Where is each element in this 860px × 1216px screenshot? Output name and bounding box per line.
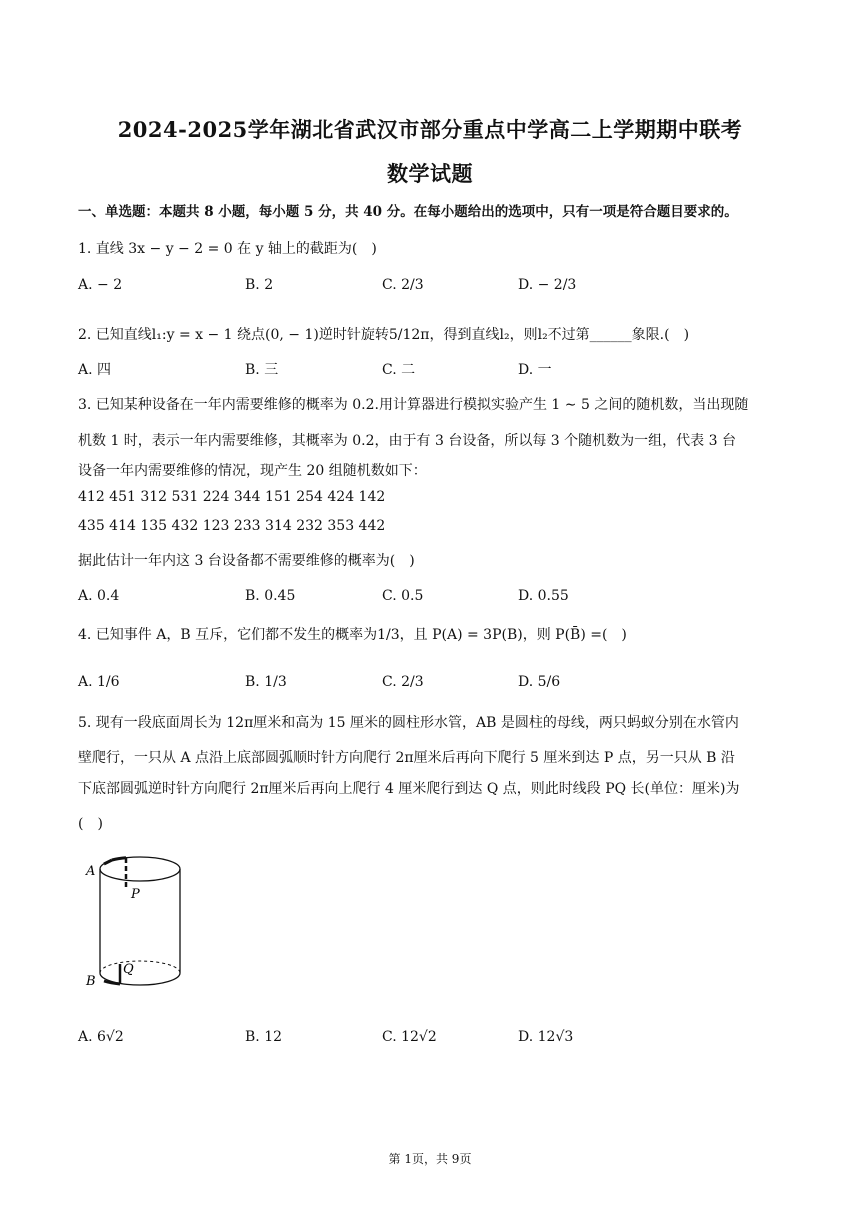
q2-option-a: A. 四 [78,362,112,378]
q5-line-3: 下底部圆弧逆时针方向爬行 2π厘米后再向上爬行 4 厘米爬行到达 Q 点，则此时线段 PQ 长(单位：厘米)为 [78,781,740,797]
page-subtitle: 数学试题 [387,161,473,186]
q5-line-1: 5. 现有一段底面周长为 12π厘米和高为 15 厘米的圆柱形水管，AB 是圆柱的母线，两只蚂蚁分别在水管内 [78,715,739,731]
q5-option-a: A. 6√2 [78,1029,124,1045]
q2-option-b: B. 三 [245,362,279,378]
q3-line-1: 3. 已知某种设备在一年内需要维修的概率为 0.2.用计算器进行模拟实验产生 1 ∼ 5 之间的随机数，当出现随 [78,397,749,413]
page-footer: 第 1页，共 9页 [388,1152,472,1166]
q3-line-2: 机数 1 时，表示一年内需要维修，其概率为 0.2，由于有 3 台设备，所以每 3 个随机数为一组，代表 3 台 [78,433,736,449]
q3-option-b: B. 0.45 [245,588,296,604]
cylinder-figure [82,843,232,1003]
q3-line-3: 设备一年内需要维修的情况，现产生 20 组随机数如下： [78,463,427,479]
q2-stem: 2. 已知直线l₁:y = x − 1 绕点(0, − 1)逆时针旋转5/12π，得到直线l₂，则l₂不过第______象限.( ) [78,327,690,343]
q3-option-a: A. 0.4 [78,588,120,604]
q4-option-a: A. 1/6 [78,674,120,690]
q3-random-numbers-1: 412 451 312 531 224 344 151 254 424 142 [78,489,386,505]
q3-option-d: D. 0.55 [518,588,569,604]
label-q: Q [123,962,134,977]
label-b: B [86,974,96,989]
q2-option-c: C. 二 [382,362,416,378]
q5-line-4: ( ) [78,816,103,832]
q4-option-c: C. 2/3 [382,674,424,690]
q1-option-b: B. 2 [245,277,274,293]
q3-random-numbers-2: 435 414 135 432 123 233 314 232 353 442 [78,518,386,534]
q5-option-d: D. 12√3 [518,1029,574,1045]
q4-option-b: B. 1/3 [245,674,287,690]
label-p: P [131,887,140,902]
q5-option-b: B. 12 [245,1029,283,1045]
q2-option-d: D. 一 [518,362,552,378]
q4-stem: 4. 已知事件 A，B 互斥，它们都不发生的概率为1/3，且 P(A) = 3P(B)，则 P(B̄) =( ) [78,627,627,643]
q1-option-d: D. − 2/3 [518,277,577,293]
page-title: 2024-2025学年湖北省武汉市部分重点中学高二上学期期中联考 [117,117,743,142]
bottom-ellipse-back [100,961,180,973]
arc-from-b [104,981,120,984]
arc-from-a [112,858,126,860]
q1-option-c: C. 2/3 [382,277,424,293]
section-heading: 一、单选题：本题共 8 小题，每小题 5 分，共 40 分。在每小题给出的选项中，只有一项是符合题目要求的。 [78,204,738,220]
label-a: A [86,864,96,879]
q3-option-c: C. 0.5 [382,588,424,604]
q5-option-c: C. 12√2 [382,1029,437,1045]
q5-line-2: 壁爬行，一只从 A 点沿上底部圆弧顺时针方向爬行 2π厘米后再向下爬行 5 厘米到达 P 点，另一只从 B 沿 [78,750,735,766]
q1-option-a: A. − 2 [78,277,123,293]
q1-stem: 1. 直线 3x − y − 2 = 0 在 y 轴上的截距为( ) [78,241,377,257]
q3-line-question: 据此估计一年内这 3 台设备都不需要维修的概率为( ) [78,553,415,569]
q4-option-d: D. 5/6 [518,674,561,690]
